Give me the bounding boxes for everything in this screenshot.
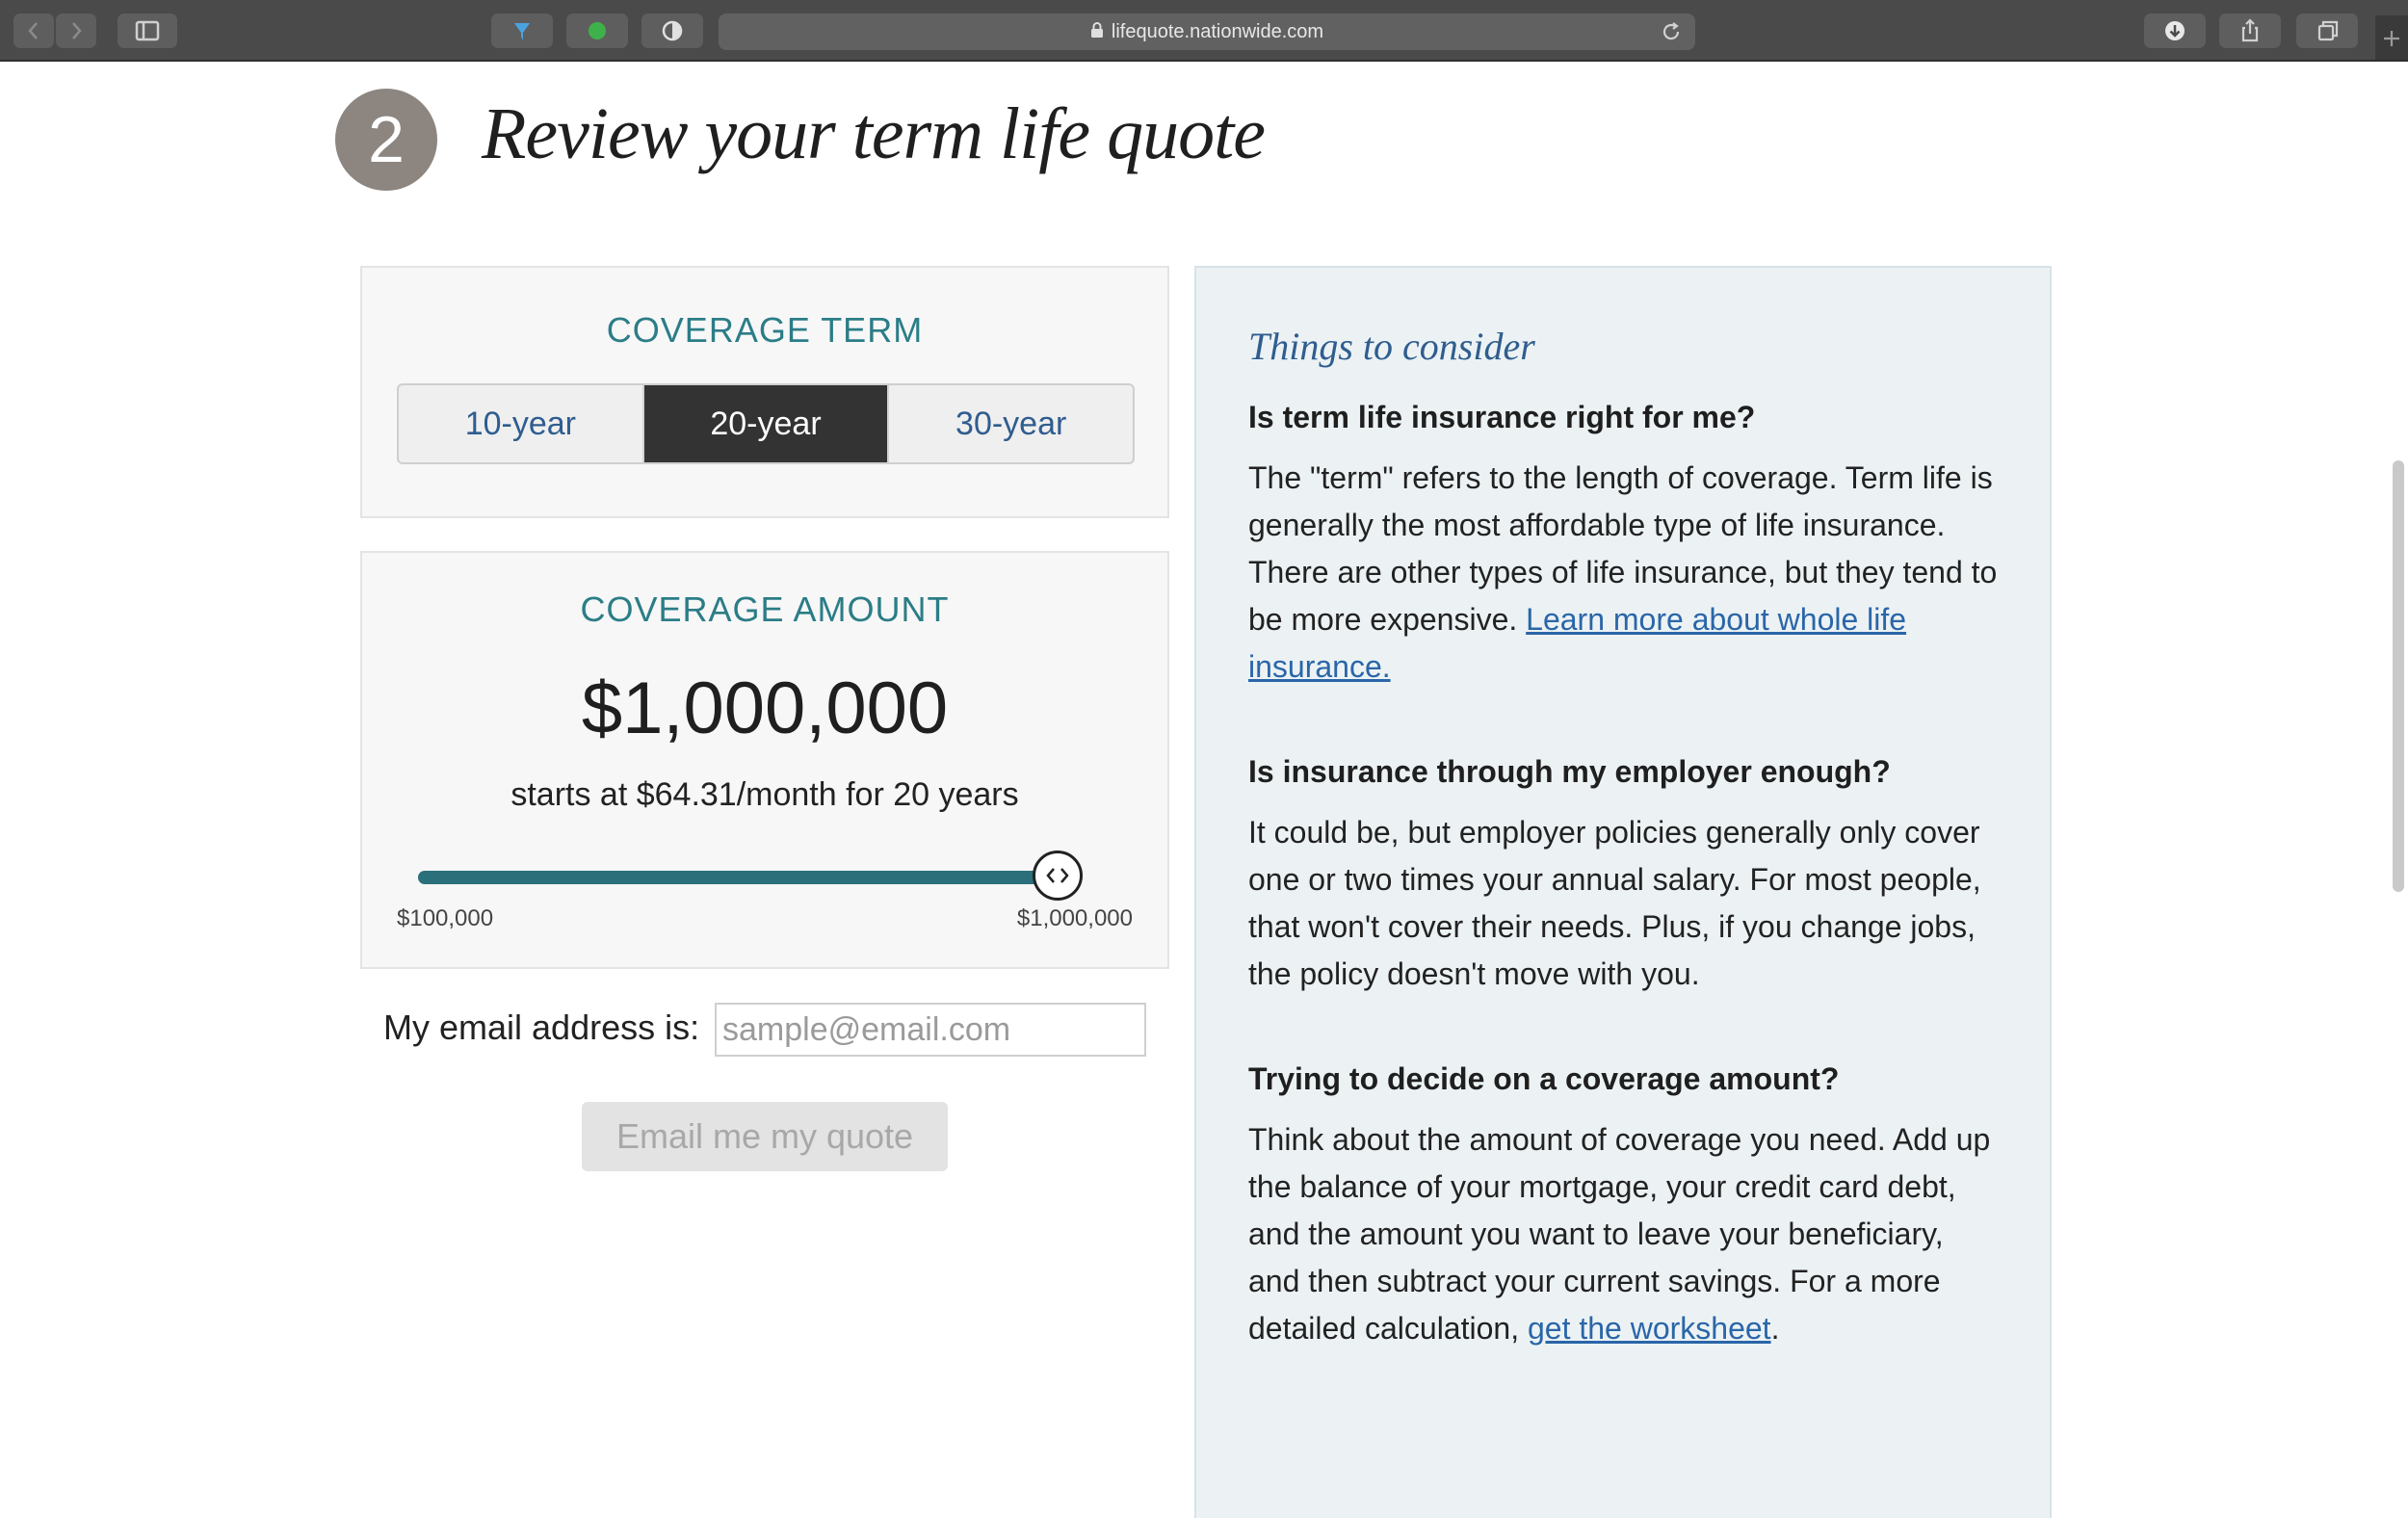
reload-icon[interactable] [1661, 21, 1682, 47]
term-option-10-year[interactable]: 10-year [399, 385, 644, 462]
browser-toolbar [0, 0, 2408, 62]
slider-max-label: $1,000,000 [1016, 905, 1133, 931]
page-scrollbar[interactable] [2387, 64, 2408, 1508]
forward-icon[interactable] [56, 13, 96, 48]
consider-answer [1248, 1116, 1998, 1352]
chevrons-left-right-icon [1035, 853, 1080, 898]
tabs-icon[interactable] [2296, 13, 2358, 48]
consider-link[interactable]: Learn more about whole life insurance. [1248, 602, 1907, 684]
consider-answer-text: It could be, but employer policies generally only cover one or two times your annual salary. For most people, that won't cover their needs. Plus, if you change jobs, the policy doesn't move with you. [1248, 815, 1981, 991]
privacy-icon[interactable] [566, 13, 628, 48]
consider-question: Is insurance through my employer enough? [1248, 754, 1891, 789]
scrollbar-thumb[interactable] [2393, 460, 2404, 892]
address-bar[interactable] [719, 13, 1695, 50]
email-label: My email address is: [383, 1008, 700, 1047]
consider-title: Things to consider [1248, 325, 1535, 368]
consider-answer-text: The "term" refers to the length of coverage. Term life is generally the most affordable type of life insurance. There are other types of life insurance, but they tend to be more expensive. [1248, 460, 1998, 637]
coverage-amount-value: $1,000,000 [581, 667, 949, 749]
back-icon[interactable] [13, 13, 54, 48]
consider-question: Is term life insurance right for me? [1248, 400, 1756, 434]
sidebar-icon[interactable] [118, 13, 177, 48]
consider-link[interactable]: get the worksheet [1527, 1311, 1771, 1346]
consider-question: Trying to decide on a coverage amount? [1248, 1061, 1840, 1096]
new-tab-icon[interactable] [2375, 15, 2408, 60]
consider-answer-end: . [1770, 1311, 1780, 1346]
coverage-slider-fill [418, 871, 1067, 884]
email-input[interactable] [715, 1003, 1146, 1057]
coverage-slider-handle[interactable] [1033, 851, 1083, 901]
url-text: lifequote.nationwide.com [1111, 21, 1324, 42]
term-selector [397, 383, 1135, 464]
consider-answer-text: Think about the amount of coverage you need. Add up the balance of your mortgage, your credit card debt, and the amount you want to leave your beneficiary, and then subtract your current savings. For a more detailed calculation, [1248, 1122, 1991, 1346]
coverage-amount-heading: COVERAGE AMOUNT [580, 589, 950, 629]
coverage-slider-track[interactable] [418, 871, 1083, 884]
share-icon[interactable] [2219, 13, 2281, 48]
lock-icon [1090, 14, 1104, 51]
shield-icon[interactable] [641, 13, 703, 48]
things-to-consider-panel [1194, 266, 2052, 1518]
term-option-30-year[interactable]: 30-year [955, 406, 1067, 442]
coverage-term-heading: COVERAGE TERM [606, 310, 924, 350]
step-number: 2 [335, 89, 437, 191]
download-icon[interactable] [2144, 13, 2206, 48]
extension-icon[interactable] [491, 13, 553, 48]
coverage-term-card [360, 266, 1169, 518]
term-option-20-year[interactable]: 20-year [644, 385, 890, 462]
consider-answer [1248, 809, 1998, 998]
coverage-amount-card [360, 551, 1169, 969]
email-quote-button[interactable]: Email me my quote [582, 1102, 948, 1171]
page-title: Review your term life quote [482, 93, 1265, 174]
slider-min-label: $100,000 [397, 905, 494, 931]
consider-answer [1248, 455, 1998, 691]
monthly-price-text: starts at $64.31/month for 20 years [510, 776, 1019, 813]
